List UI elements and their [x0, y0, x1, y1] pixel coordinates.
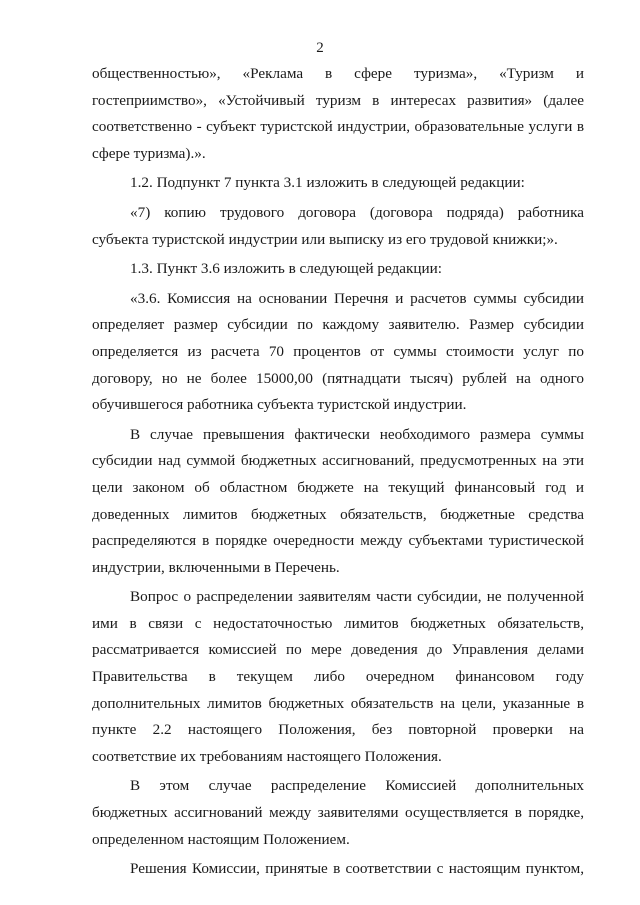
paragraph-commission-decisions	[92, 856, 584, 883]
text-line: «3.6. Комиссия на основании Перечня и расчетов суммы субсидии	[130, 289, 584, 307]
text-line: соответственно - субъект туристской индустрии, образовательные услуги в	[92, 118, 584, 136]
text-line: сфере туризма).».	[92, 144, 206, 162]
text-line: распределяются в порядке очередности между субъектами туристической	[92, 532, 584, 550]
text-line: 1.3. Пункт 3.6 изложить в следующей редакции:	[130, 260, 443, 278]
text-line: ими в связи с недостаточностью лимитов бюджетных обязательств,	[92, 614, 584, 632]
paragraph-this-case	[92, 773, 584, 853]
paragraph-subitem-1-2	[92, 170, 584, 197]
text-line: Решения Комиссии, принятые в соответствии с настоящим пунктом,	[130, 860, 584, 878]
text-line: бюджетных ассигнований между заявителями осуществляется в порядке,	[92, 804, 584, 822]
text-line: договору, но не более 15000,00 (пятнадцати тысяч) рублей на одного	[92, 369, 584, 387]
paragraph-item-7	[92, 200, 584, 253]
text-line: дополнительных лимитов бюджетных обязательств на цели, указанные в	[92, 694, 584, 712]
text-line: рассматривается комиссией по мере доведения до Управления делами	[92, 641, 584, 659]
text-line: индустрии, включенными в Перечень.	[92, 558, 340, 576]
text-line: доведенных лимитов бюджетных обязательств, бюджетные средства	[92, 505, 584, 523]
paragraph-distribution-question	[92, 584, 584, 770]
page-number: 2	[316, 40, 324, 56]
text-line: определенном настоящим Положением.	[92, 830, 350, 848]
document-body	[92, 61, 584, 883]
text-line: определяется из расчета 70 процентов от суммы стоимости услуг по	[92, 342, 584, 360]
text-line: обучившегося работника субъекта туристской индустрии.	[92, 396, 467, 414]
text-line: В случае превышения фактически необходимого размера суммы	[130, 425, 584, 443]
text-line: 1.2. Подпункт 7 пункта 3.1 изложить в следующей редакции:	[130, 174, 525, 192]
text-line: В этом случае распределение Комиссией дополнительных	[130, 777, 584, 795]
paragraph-subitem-1-3	[92, 256, 584, 283]
text-line: цели законом об областном бюджете на текущий финансовый год и	[92, 478, 584, 496]
paragraph-excess-case	[92, 422, 584, 582]
paragraph-continuation	[92, 61, 584, 167]
text-line: «7) копию трудового договора (договора подряда) работника	[130, 203, 584, 221]
text-line: пункте 2.2 настоящего Положения, без повторной проверки на	[92, 721, 584, 739]
text-line: определяет размер субсидии по каждому заявителю. Размер субсидии	[92, 316, 584, 334]
text-line: субсидии над суммой бюджетных ассигнований, предусмотренных на эти	[92, 452, 584, 470]
text-line: субъекта туристской индустрии или выписку из его трудовой книжки;».	[92, 230, 558, 248]
paragraph-clause-3-6	[92, 286, 584, 419]
text-line: Правительства в текущем либо очередном финансовом году	[92, 668, 584, 686]
text-line: Вопрос о распределении заявителям части субсидии, не полученной	[130, 588, 584, 606]
text-line: общественностью», «Реклама в сфере туризма», «Туризм и	[92, 65, 584, 82]
text-line: гостеприимство», «Устойчивый туризм в интересах развития» (далее	[92, 91, 584, 109]
text-line: соответствие их требованиям настоящего Положения.	[92, 747, 442, 765]
